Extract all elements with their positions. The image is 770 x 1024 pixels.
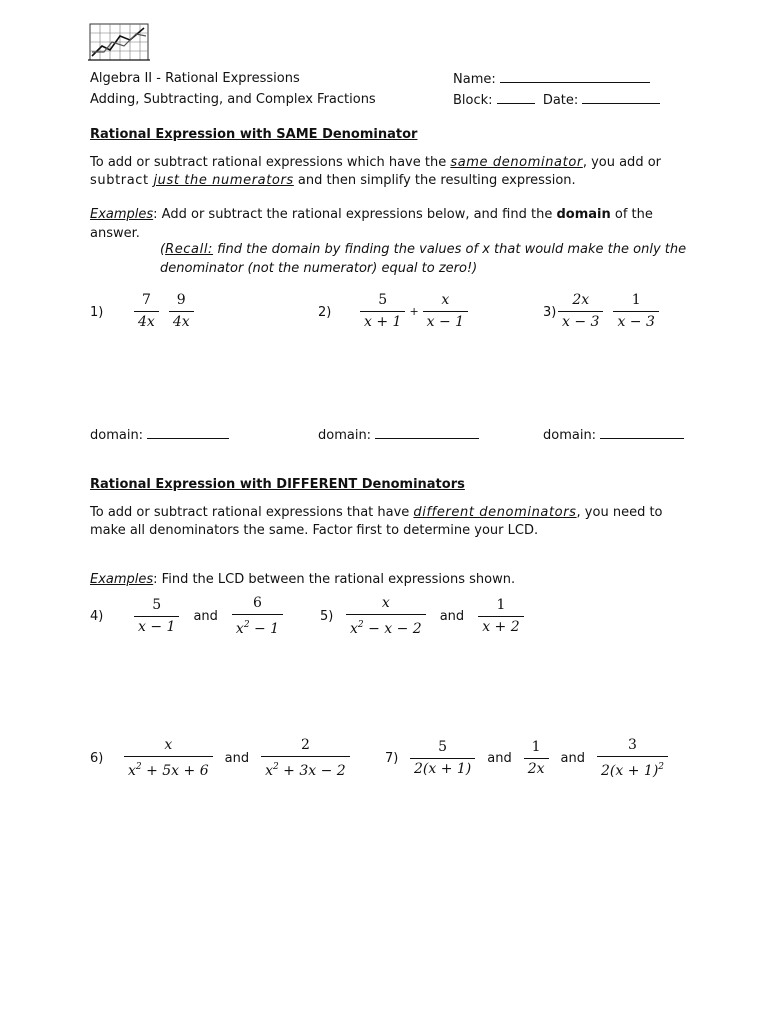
plus-operator: + xyxy=(409,305,419,318)
fraction: $\frac{x}{x - 1}$ xyxy=(423,292,468,331)
intro-text: To add or subtract rational expressions that have xyxy=(90,505,414,520)
emphasis-same-denominator: same denominator xyxy=(450,155,583,170)
domain-answer-2[interactable] xyxy=(318,426,479,445)
examples-text: : Find the LCD between the rational expressions shown. xyxy=(153,572,516,587)
fraction: $\frac{1}{x + 2}$ xyxy=(478,597,523,636)
block-date-fields xyxy=(453,91,660,110)
section2-intro-line1 xyxy=(90,504,663,522)
problem-5-expression xyxy=(346,595,524,638)
recall-line2: denominator (not the numerator) equal to zero!) xyxy=(160,261,478,276)
block-blank[interactable] xyxy=(497,91,535,104)
name-label: Name: xyxy=(453,72,496,87)
and-word: and xyxy=(439,609,465,624)
section-heading-different-denominators: Rational Expression with DIFFERENT Denominators xyxy=(90,477,465,492)
name-field[interactable] xyxy=(453,70,650,89)
name-blank xyxy=(500,70,650,83)
worksheet-subtitle: Adding, Subtracting, and Complex Fractions xyxy=(90,92,376,107)
date-label: Date: xyxy=(542,93,579,108)
section2-examples-line xyxy=(90,571,515,589)
examples-text: of the xyxy=(610,207,653,222)
fraction: $\frac{x}{x^2 - x - 2}$ xyxy=(346,595,426,638)
domain-answer-3[interactable] xyxy=(543,426,684,445)
graph-logo-icon xyxy=(86,22,152,64)
domain-label: domain: xyxy=(543,428,597,443)
problem-3-expression xyxy=(558,292,659,331)
fraction: $\frac{5}{x - 1}$ xyxy=(134,597,179,636)
domain-blank xyxy=(600,426,684,439)
recall-label: Recall: xyxy=(165,242,214,257)
emphasis-just-numerators: just the numerators xyxy=(153,173,294,188)
fraction: $\frac{2x}{x - 3}$ xyxy=(558,292,603,331)
domain-answer-1[interactable] xyxy=(90,426,229,445)
recall-line1: (Recall: find the domain by finding the values of x that would make the only the xyxy=(160,242,687,257)
fraction: $\frac{1}{x - 3}$ xyxy=(613,292,658,331)
problem-4-expression xyxy=(134,595,283,638)
domain-blank xyxy=(147,426,229,439)
date-blank[interactable] xyxy=(582,91,660,104)
intro-text: To add or subtract rational expressions which have the xyxy=(90,155,451,170)
section2-intro-line2: make all denominators the same. Factor first to determine your LCD. xyxy=(90,523,539,538)
problem-number: 6) xyxy=(90,751,104,766)
fraction: $\frac{9}{4x}$ xyxy=(169,292,194,331)
problem-number: 4) xyxy=(90,609,104,624)
fraction: $\frac{x}{x^2 + 5x + 6}$ xyxy=(124,737,213,780)
fraction: $\frac{1}{2x}$ xyxy=(524,739,549,778)
problem-number: 7) xyxy=(385,751,399,766)
problem-number: 1) xyxy=(90,305,104,320)
problem-2-expression xyxy=(360,292,468,331)
block-label: Block: xyxy=(453,93,493,108)
domain-blank xyxy=(375,426,479,439)
domain-label: domain: xyxy=(318,428,372,443)
section1-intro-line2 xyxy=(90,172,576,190)
section1-examples-line2: answer. xyxy=(90,226,140,241)
emphasis-different-denominators: different denominators xyxy=(413,505,577,520)
problem-number: 2) xyxy=(318,305,332,320)
fraction: $\frac{3}{2(x + 1)^2}$ xyxy=(597,737,668,780)
and-word: and xyxy=(560,751,586,766)
course-title: Algebra II - Rational Expressions xyxy=(90,71,300,86)
section1-intro-line1 xyxy=(90,154,661,172)
intro-text: subtract xyxy=(90,173,154,188)
examples-text: : Add or subtract the rational expressions below, and find the xyxy=(153,207,557,222)
examples-label: Examples xyxy=(90,207,154,222)
domain-label: domain: xyxy=(90,428,144,443)
problem-1-expression xyxy=(134,292,194,331)
section-heading-same-denominator: Rational Expression with SAME Denominator xyxy=(90,127,418,142)
fraction: $\frac{5}{2(x + 1)}$ xyxy=(410,739,475,778)
problem-number: 3) xyxy=(543,305,557,320)
problem-7-expression xyxy=(410,737,668,780)
fraction: $\frac{5}{x + 1}$ xyxy=(360,292,405,331)
and-word: and xyxy=(224,751,250,766)
intro-text: , you need to xyxy=(576,505,663,520)
recall-text: find the domain by finding the values of x that would make the only the xyxy=(213,242,687,257)
and-word: and xyxy=(487,751,512,766)
and-word: and xyxy=(193,609,218,624)
fraction: $\frac{2}{x^2 + 3x - 2}$ xyxy=(261,737,350,780)
intro-text: and then simplify the resulting expression. xyxy=(293,173,576,188)
problem-6-expression xyxy=(124,737,350,780)
problem-number: 5) xyxy=(320,609,334,624)
domain-bold: domain xyxy=(556,207,611,222)
intro-text: , you add or xyxy=(582,155,661,170)
examples-label: Examples xyxy=(90,572,154,587)
fraction: $\frac{7}{4x}$ xyxy=(134,292,159,331)
section1-examples-line1 xyxy=(90,206,653,224)
fraction: $\frac{6}{x^2 - 1}$ xyxy=(232,595,283,638)
